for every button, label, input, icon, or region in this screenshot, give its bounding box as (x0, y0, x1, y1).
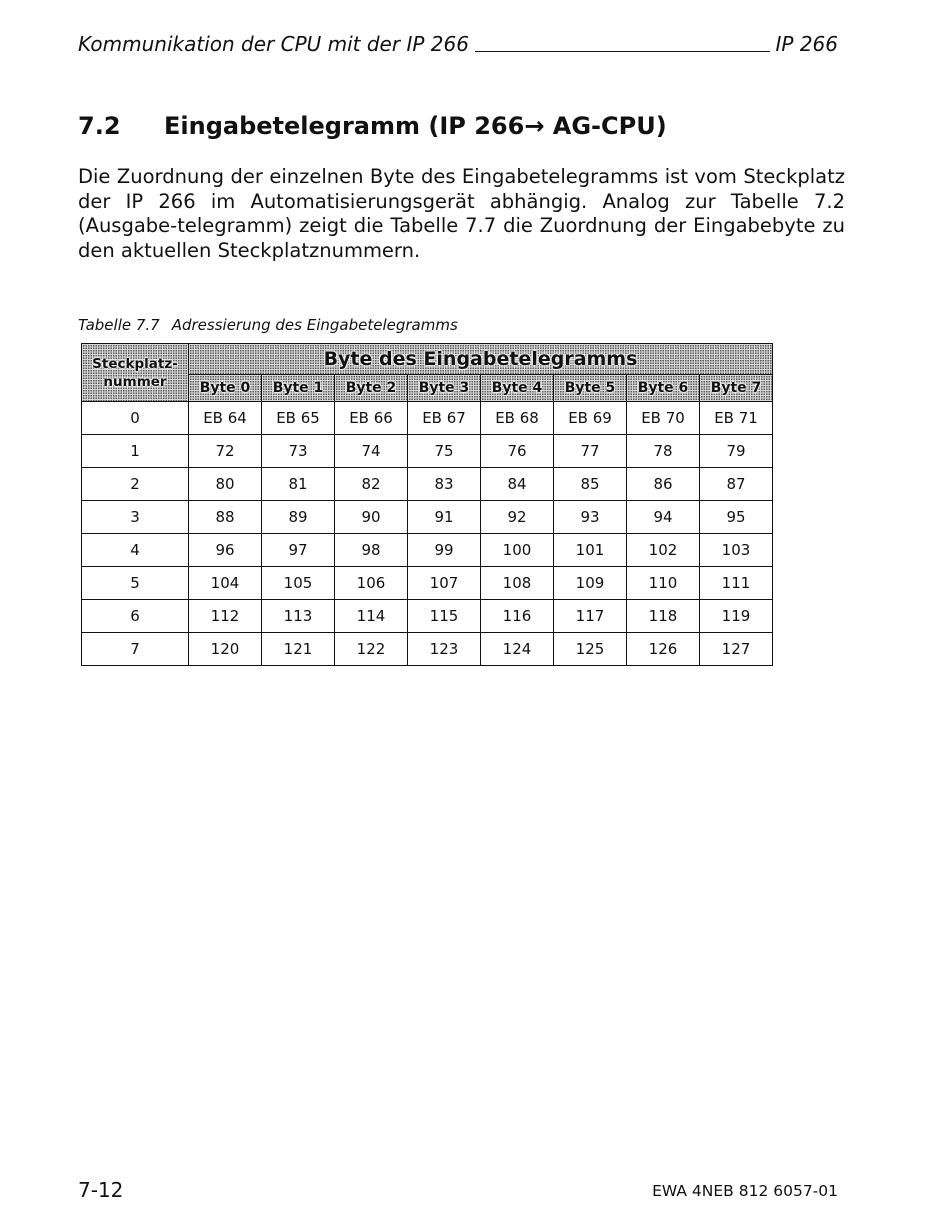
byte-group-header: Byte des Eingabetelegramms (189, 344, 773, 375)
table-row (82, 567, 773, 600)
byte-column-header: Byte 0 (189, 375, 262, 402)
slot-number-cell: 2 (82, 468, 189, 501)
table-row (82, 402, 773, 435)
table-caption-number: Tabelle 7.7 (78, 316, 160, 334)
page-number: 7-12 (78, 1178, 124, 1202)
input-byte-cell: 93 (554, 501, 627, 534)
input-byte-cell: 115 (408, 600, 481, 633)
input-byte-cell: 112 (189, 600, 262, 633)
table-row (82, 468, 773, 501)
running-header (78, 28, 838, 56)
input-byte-cell: 102 (627, 534, 700, 567)
header-left-text: Kommunikation der CPU mit der IP 266 (78, 32, 469, 56)
input-byte-cell: 104 (189, 567, 262, 600)
input-byte-cell: 73 (262, 435, 335, 468)
input-byte-cell: 101 (554, 534, 627, 567)
slot-number-cell: 3 (82, 501, 189, 534)
byte-column-header: Byte 3 (408, 375, 481, 402)
slot-number-cell: 7 (82, 633, 189, 666)
input-byte-cell: 82 (335, 468, 408, 501)
input-byte-cell: 85 (554, 468, 627, 501)
byte-column-header: Byte 5 (554, 375, 627, 402)
input-byte-cell: 118 (627, 600, 700, 633)
input-byte-cell: 111 (700, 567, 773, 600)
input-byte-cell: EB 71 (700, 402, 773, 435)
input-byte-cell: 103 (700, 534, 773, 567)
input-byte-cell: EB 68 (481, 402, 554, 435)
input-byte-cell: 91 (408, 501, 481, 534)
table-row (82, 600, 773, 633)
table-row (82, 435, 773, 468)
table-body (82, 402, 773, 666)
input-byte-cell: 99 (408, 534, 481, 567)
slot-number-cell: 4 (82, 534, 189, 567)
header-right-text: IP 266 (775, 32, 838, 56)
input-byte-cell: 79 (700, 435, 773, 468)
input-byte-cell: 114 (335, 600, 408, 633)
input-byte-cell: 123 (408, 633, 481, 666)
input-byte-cell: 108 (481, 567, 554, 600)
section-number: 7.2 (78, 112, 121, 140)
input-byte-cell: 78 (627, 435, 700, 468)
input-byte-cell: EB 66 (335, 402, 408, 435)
input-byte-cell: 126 (627, 633, 700, 666)
input-byte-cell: 83 (408, 468, 481, 501)
byte-column-header: Byte 4 (481, 375, 554, 402)
slot-number-cell: 5 (82, 567, 189, 600)
input-byte-cell: EB 64 (189, 402, 262, 435)
table-row (82, 501, 773, 534)
input-byte-cell: 119 (700, 600, 773, 633)
input-byte-cell: 125 (554, 633, 627, 666)
address-table (81, 343, 773, 666)
input-byte-cell: 122 (335, 633, 408, 666)
table-row (82, 633, 773, 666)
input-byte-cell: 106 (335, 567, 408, 600)
slot-number-cell: 1 (82, 435, 189, 468)
input-byte-cell: 100 (481, 534, 554, 567)
input-byte-cell: 110 (627, 567, 700, 600)
input-byte-cell: 88 (189, 501, 262, 534)
input-byte-cell: 98 (335, 534, 408, 567)
input-byte-cell: 116 (481, 600, 554, 633)
table-row (82, 534, 773, 567)
intro-paragraph: Die Zuordnung der einzelnen Byte des Eingabetelegramms ist vom Steckplatz der IP 266 im Automatisierungsgerät abhängig. Analog zur Tabelle 7.2 (Ausgabe-telegramm) zeigt die Tabelle 7.7 die Zuordnung der Eingabebyte zu den aktuellen Steckplatznummern. (78, 165, 845, 262)
input-byte-cell: 121 (262, 633, 335, 666)
byte-column-header: Byte 6 (627, 375, 700, 402)
input-byte-cell: 120 (189, 633, 262, 666)
input-byte-cell: 76 (481, 435, 554, 468)
table-caption (78, 316, 458, 334)
input-byte-cell: EB 69 (554, 402, 627, 435)
input-byte-cell: 113 (262, 600, 335, 633)
input-byte-cell: EB 65 (262, 402, 335, 435)
byte-column-header: Byte 1 (262, 375, 335, 402)
input-byte-cell: 81 (262, 468, 335, 501)
input-byte-cell: 109 (554, 567, 627, 600)
input-byte-cell: 90 (335, 501, 408, 534)
section-heading (78, 112, 667, 140)
input-byte-cell: 97 (262, 534, 335, 567)
input-byte-cell: 95 (700, 501, 773, 534)
section-title: Eingabetelegramm (IP 266→ AG-CPU) (164, 112, 667, 140)
input-byte-cell: 117 (554, 600, 627, 633)
input-byte-cell: 96 (189, 534, 262, 567)
input-byte-cell: 127 (700, 633, 773, 666)
input-byte-cell: 89 (262, 501, 335, 534)
input-byte-cell: EB 70 (627, 402, 700, 435)
input-byte-cell: 107 (408, 567, 481, 600)
byte-column-header: Byte 7 (700, 375, 773, 402)
slot-number-cell: 0 (82, 402, 189, 435)
input-byte-cell: 75 (408, 435, 481, 468)
document-id: EWA 4NEB 812 6057-01 (652, 1182, 838, 1200)
input-byte-cell: EB 67 (408, 402, 481, 435)
input-byte-cell: 80 (189, 468, 262, 501)
input-byte-cell: 86 (627, 468, 700, 501)
input-byte-cell: 84 (481, 468, 554, 501)
input-byte-cell: 92 (481, 501, 554, 534)
table-caption-title: Adressierung des Eingabetelegramms (171, 316, 458, 334)
header-rule (475, 51, 770, 52)
input-byte-cell: 105 (262, 567, 335, 600)
input-byte-cell: 124 (481, 633, 554, 666)
slot-column-header: Steckplatz-nummer (82, 344, 189, 402)
byte-column-header: Byte 2 (335, 375, 408, 402)
slot-number-cell: 6 (82, 600, 189, 633)
input-byte-cell: 87 (700, 468, 773, 501)
input-byte-cell: 74 (335, 435, 408, 468)
input-byte-cell: 77 (554, 435, 627, 468)
input-byte-cell: 72 (189, 435, 262, 468)
input-byte-cell: 94 (627, 501, 700, 534)
